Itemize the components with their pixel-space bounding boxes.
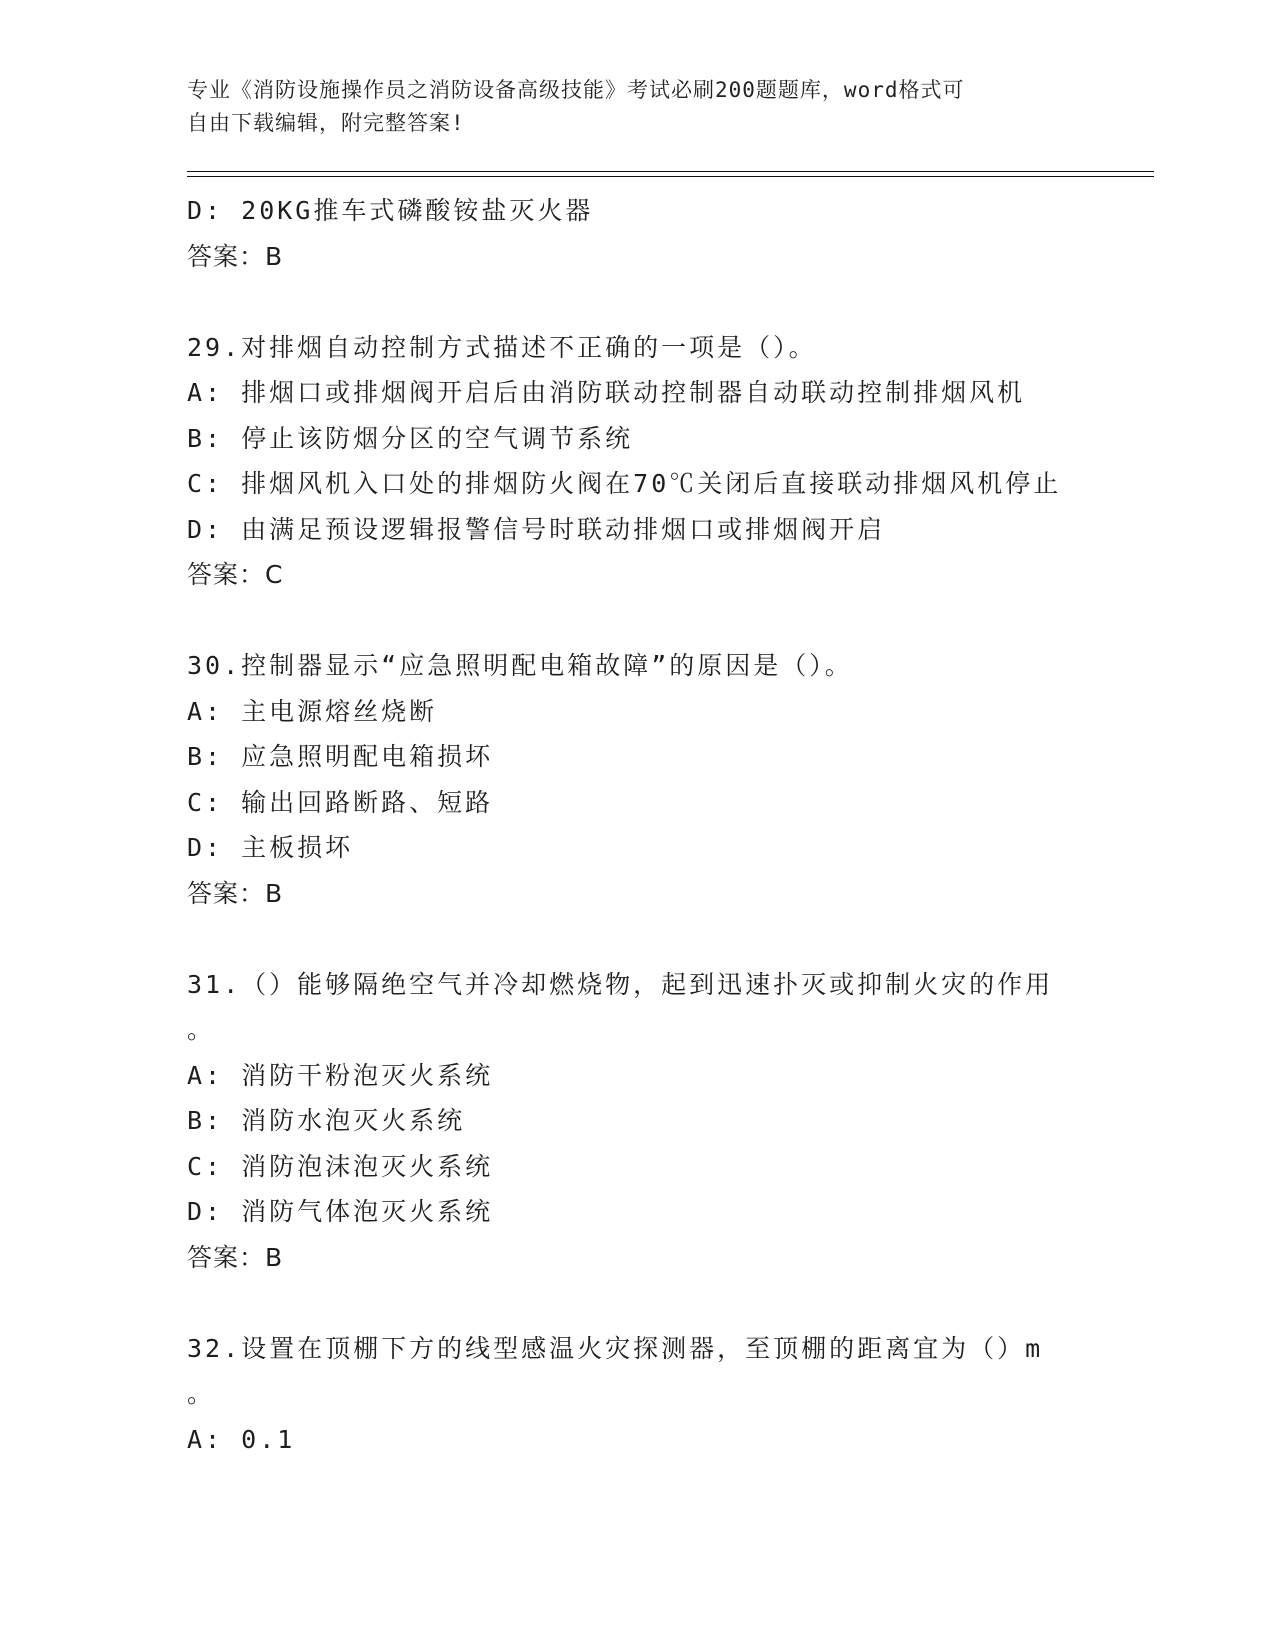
header-rule-top [187, 171, 1154, 172]
question-29-option-b: B: 停止该防烟分区的空气调节系统 [187, 423, 634, 453]
question-31-option-a: A: 消防干粉泡灭火系统 [187, 1060, 494, 1090]
question-30-option-d: D: 主板损坏 [187, 833, 354, 862]
prev-option-d: D: 20KG推车式磷酸铵盐灭火器 [187, 196, 594, 225]
question-30-option-c: C: 输出回路断路、短路 [187, 787, 494, 817]
question-31-answer: 答案：B [187, 1242, 284, 1272]
question-29-answer: 答案：C [187, 560, 284, 589]
question-30-answer: 答案：B [187, 878, 284, 908]
spacer [187, 1280, 1087, 1326]
question-list [187, 188, 1087, 1462]
question-32-stem-continued: 。 [187, 1379, 216, 1408]
question-29-stem: 29.对排烟自动控制方式描述不正确的一项是（）。 [187, 332, 817, 362]
prev-answer: 答案：B [187, 241, 284, 271]
question-32-option-a: A: 0.1 [187, 1424, 296, 1454]
question-29-option-d: D: 由满足预设逻辑报警信号时联动排烟口或排烟阀开启 [187, 514, 886, 544]
question-31-option-d: D: 消防气体泡灭火系统 [187, 1197, 494, 1226]
spacer [187, 279, 1087, 325]
question-31-option-c: C: 消防泡沫泡灭火系统 [187, 1151, 494, 1181]
spacer [187, 916, 1087, 962]
header-line-2: 自由下载编辑，附完整答案! [187, 111, 465, 135]
header-line-1: 专业《消防设施操作员之消防设备高级技能》考试必刷200题题库，word格式可 [187, 78, 965, 102]
question-31-stem: 31.（）能够隔绝空气并冷却燃烧物，起到迅速扑灭或抑制火灾的作用 [187, 969, 1054, 999]
question-32-stem: 32.设置在顶棚下方的线型感温火灾探测器，至顶棚的距离宜为（）m [187, 1333, 1044, 1363]
question-30-option-b: B: 应急照明配电箱损坏 [187, 742, 494, 771]
header-rule-bottom [187, 176, 1154, 177]
question-29-option-c: C: 排烟风机入口处的排烟防火阀在70℃关闭后直接联动排烟风机停止 [187, 469, 1062, 498]
question-31-stem-continued: 。 [187, 1015, 216, 1044]
question-31-option-b: B: 消防水泡灭火系统 [187, 1106, 466, 1135]
question-30-stem: 30.控制器显示“应急照明配电箱故障”的原因是（）。 [187, 651, 853, 680]
question-30-option-a: A: 主电源熔丝烧断 [187, 696, 438, 726]
spacer [187, 598, 1087, 644]
question-29-option-a: A: 排烟口或排烟阀开启后由消防联动控制器自动联动控制排烟风机 [187, 378, 1026, 407]
document-header [187, 74, 1087, 140]
